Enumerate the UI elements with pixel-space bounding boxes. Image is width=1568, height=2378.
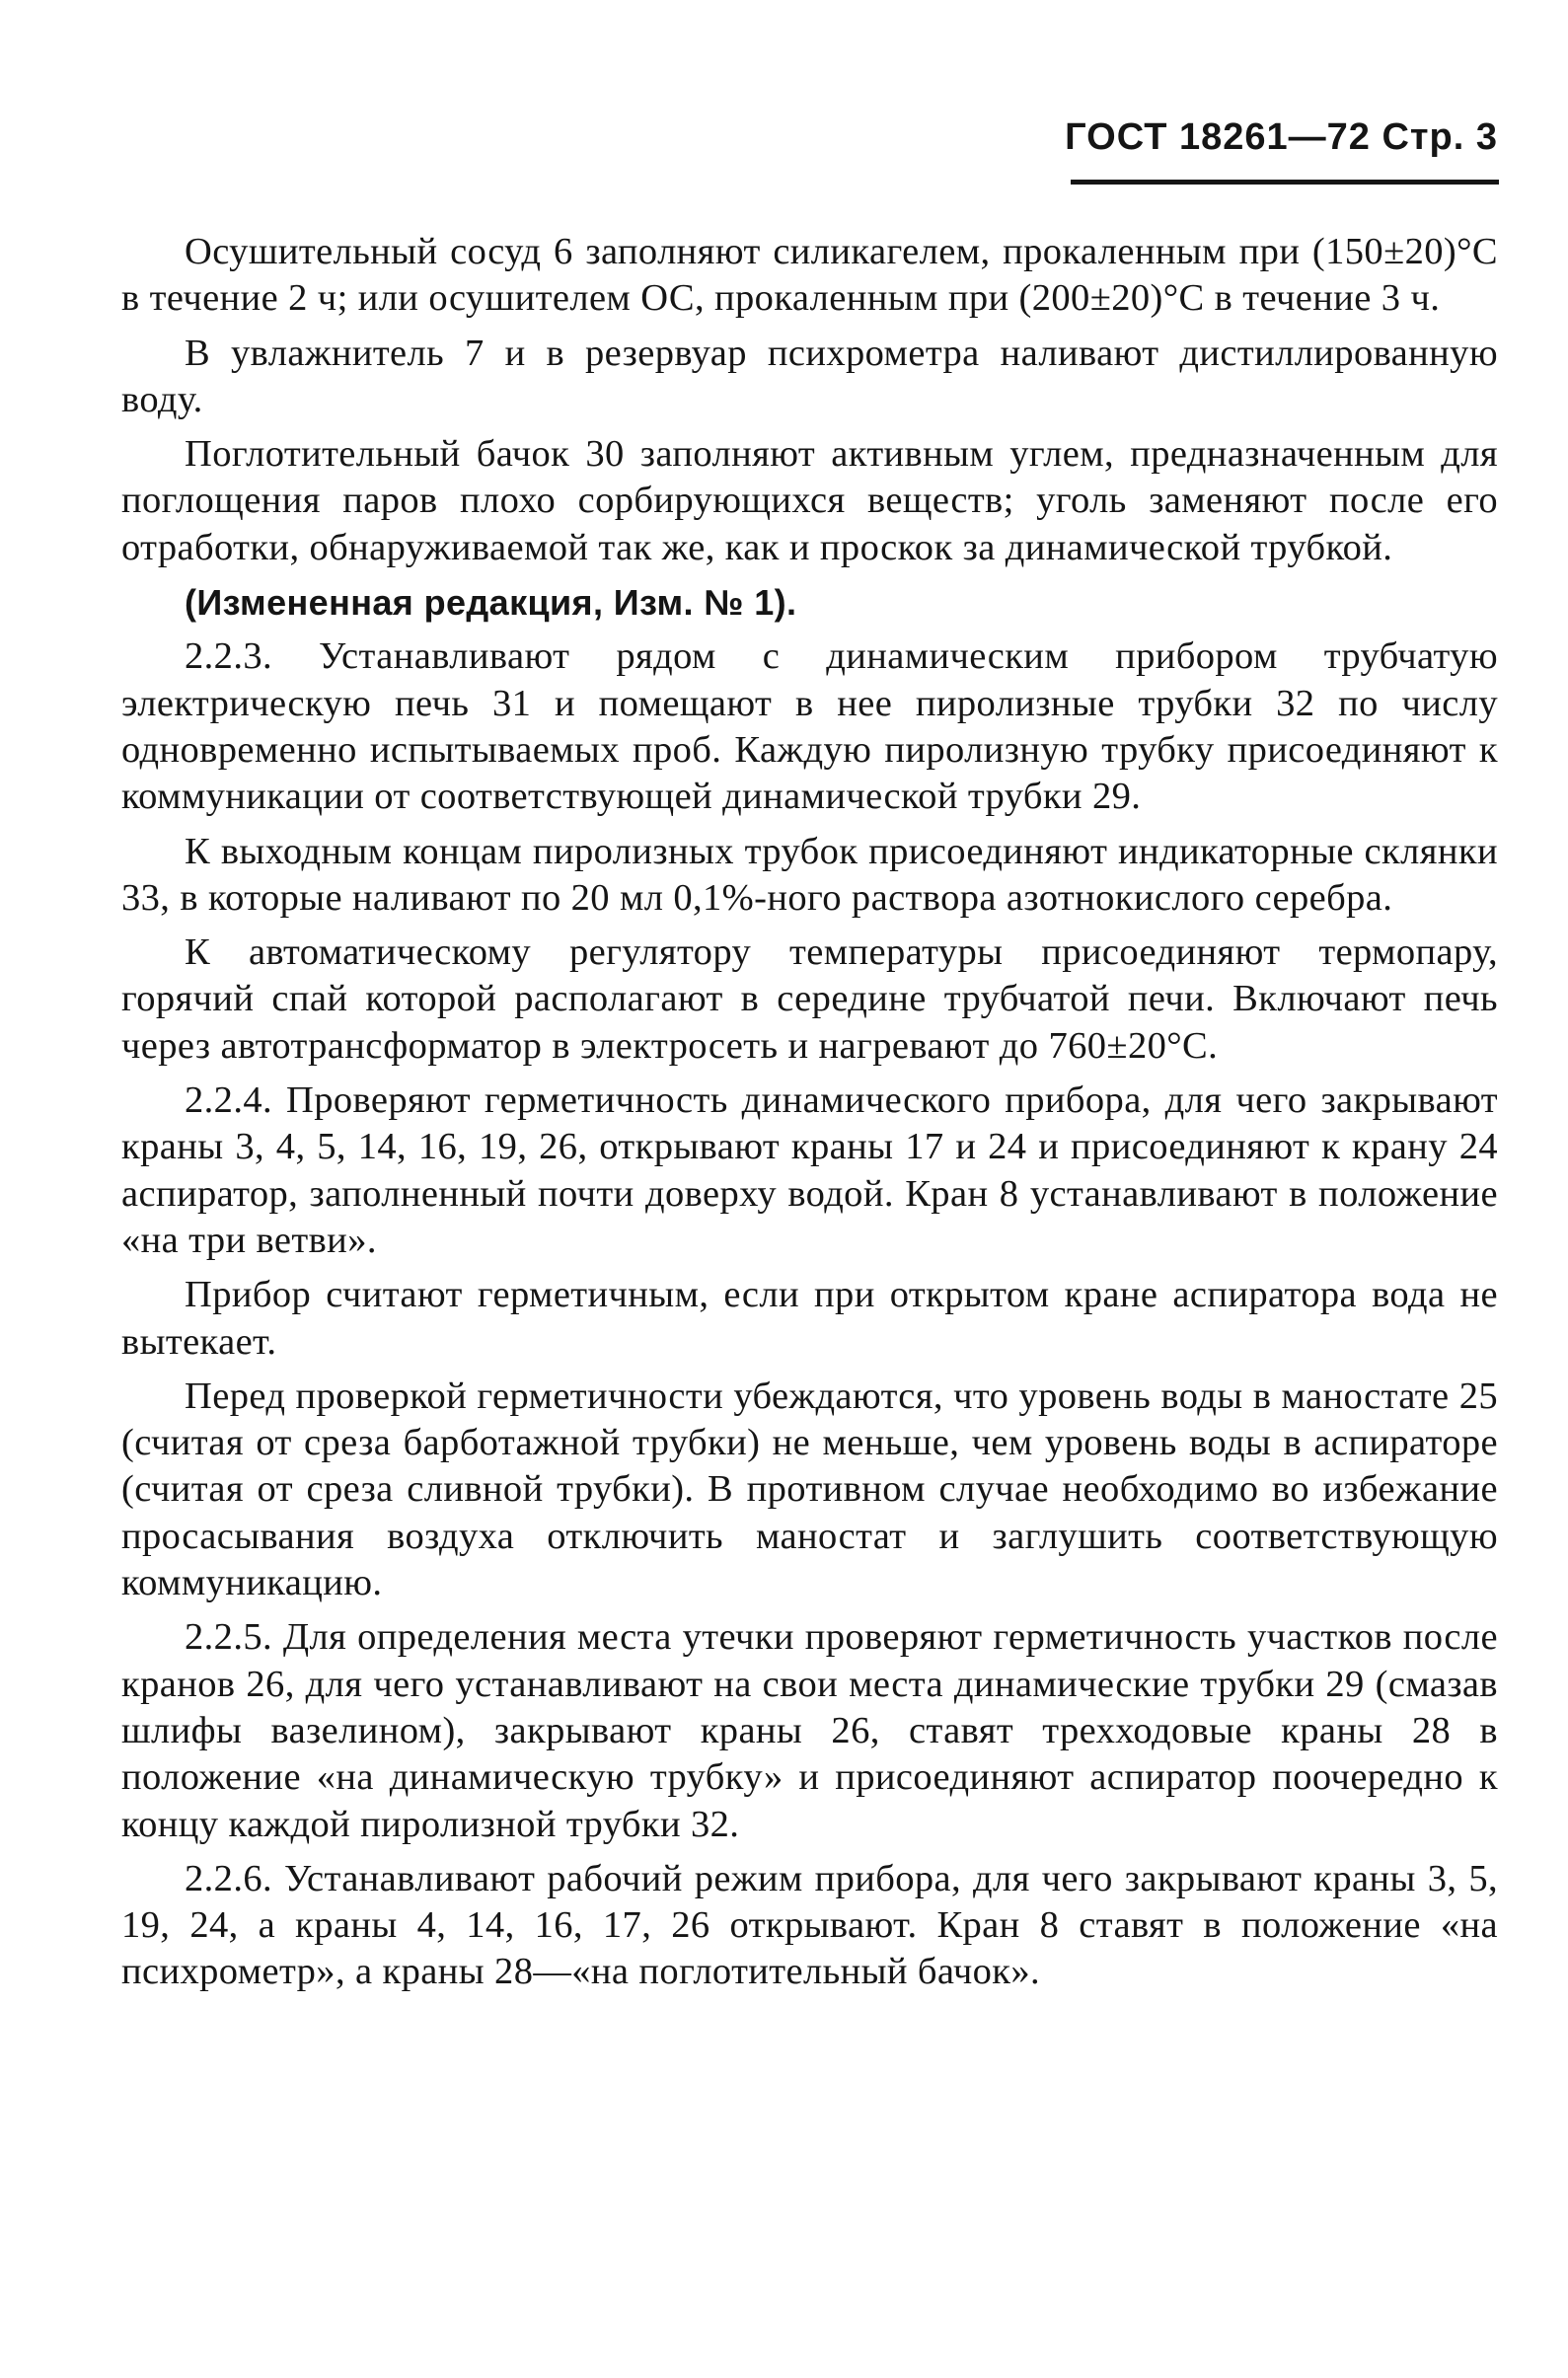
paragraph-drying-vessel: Осушительный сосуд 6 заполняют силикагелем, прокаленным при (150±20)°С в течение 2 ч; или осушителем ОС, прокаленным при (200±20)°С в течение 3 ч. — [121, 231, 1498, 320]
document-body — [121, 229, 1498, 2004]
header-rule — [1071, 180, 1499, 185]
paragraph-2-2-5: 2.2.5. Для определения места утечки проверяют герметичность участков после кранов 26, для чего устанавливают на свои места динамические трубки 29 (смазав шлифы вазелином), закрывают краны 26, ставят трехходовые краны 28 в положение «на динамическую трубку» и присоединяют аспиратор поочередно к концу каждой пиролизной трубки 32. — [121, 1616, 1498, 1845]
paragraph-2-2-3: 2.2.3. Устанавливают рядом с динамическим прибором трубчатую электрическую печь 31 и помещают в нее пиролизные трубки 32 по числу одновременно испытываемых проб. Каждую пиролизную трубку присоединяют к коммуникации от соответствующей динамической трубки 29. — [121, 635, 1498, 818]
paragraph-2-2-6: 2.2.6. Устанавливают рабочий режим прибора, для чего закрывают краны 3, 5, 19, 24, а краны 4, 14, 16, 17, 26 открывают. Кран 8 ставят в положение «на психрометр», а краны 28—«на поглотительный бачок». — [121, 1857, 1498, 1993]
paragraph-humidifier: В увлажнитель 7 и в резервуар психрометра наливают дистиллированную воду. — [121, 332, 1498, 420]
paragraph-amendment-note: (Измененная редакция, Изм. № 1). — [185, 582, 797, 624]
paragraph-indicator-flasks: К выходным концам пиролизных трубок присоединяют индикаторные склянки 33, в которые наливают по 20 мл 0,1%-ного раствора азотнокислого серебра. — [121, 830, 1498, 919]
paragraph-water-level: Перед проверкой герметичности убеждаются, что уровень воды в маностате 25 (считая от среза барботажной трубки) не меньше, чем уровень воды в аспираторе (считая от среза сливной трубки). В противном случае необходимо во избежание просасывания воздуха отключить маностат и заглушить соответствующую коммуникацию. — [121, 1375, 1498, 1604]
page-header: ГОСТ 18261—72 Стр. 3 — [1065, 116, 1498, 158]
paragraph-2-2-4: 2.2.4. Проверяют герметичность динамического прибора, для чего закрывают краны 3, 4, 5, 14, 16, 19, 26, открывают краны 17 и 24 и присоединяют к крану 24 аспиратор, заполненный почти доверху водой. Кран 8 устанавливают в положение «на три ветви». — [121, 1079, 1498, 1261]
paragraph-absorber: Поглотительный бачок 30 заполняют активным углем, предназначенным для поглощения паров плохо сорбирующихся веществ; уголь заменяют после его отработки, обнаруживаемой так же, как и проскок за динамической трубкой. — [121, 433, 1498, 568]
paragraph-hermetic: Прибор считают герметичным, если при открытом кране аспиратора вода не вытекает. — [121, 1274, 1498, 1363]
paragraph-thermocouple: К автоматическому регулятору температуры присоединяют термопару, горячий спай которой располагают в середине трубчатой печи. Включают печь через автотрансформатор в электросеть и нагревают до 760±20°С. — [121, 931, 1498, 1067]
